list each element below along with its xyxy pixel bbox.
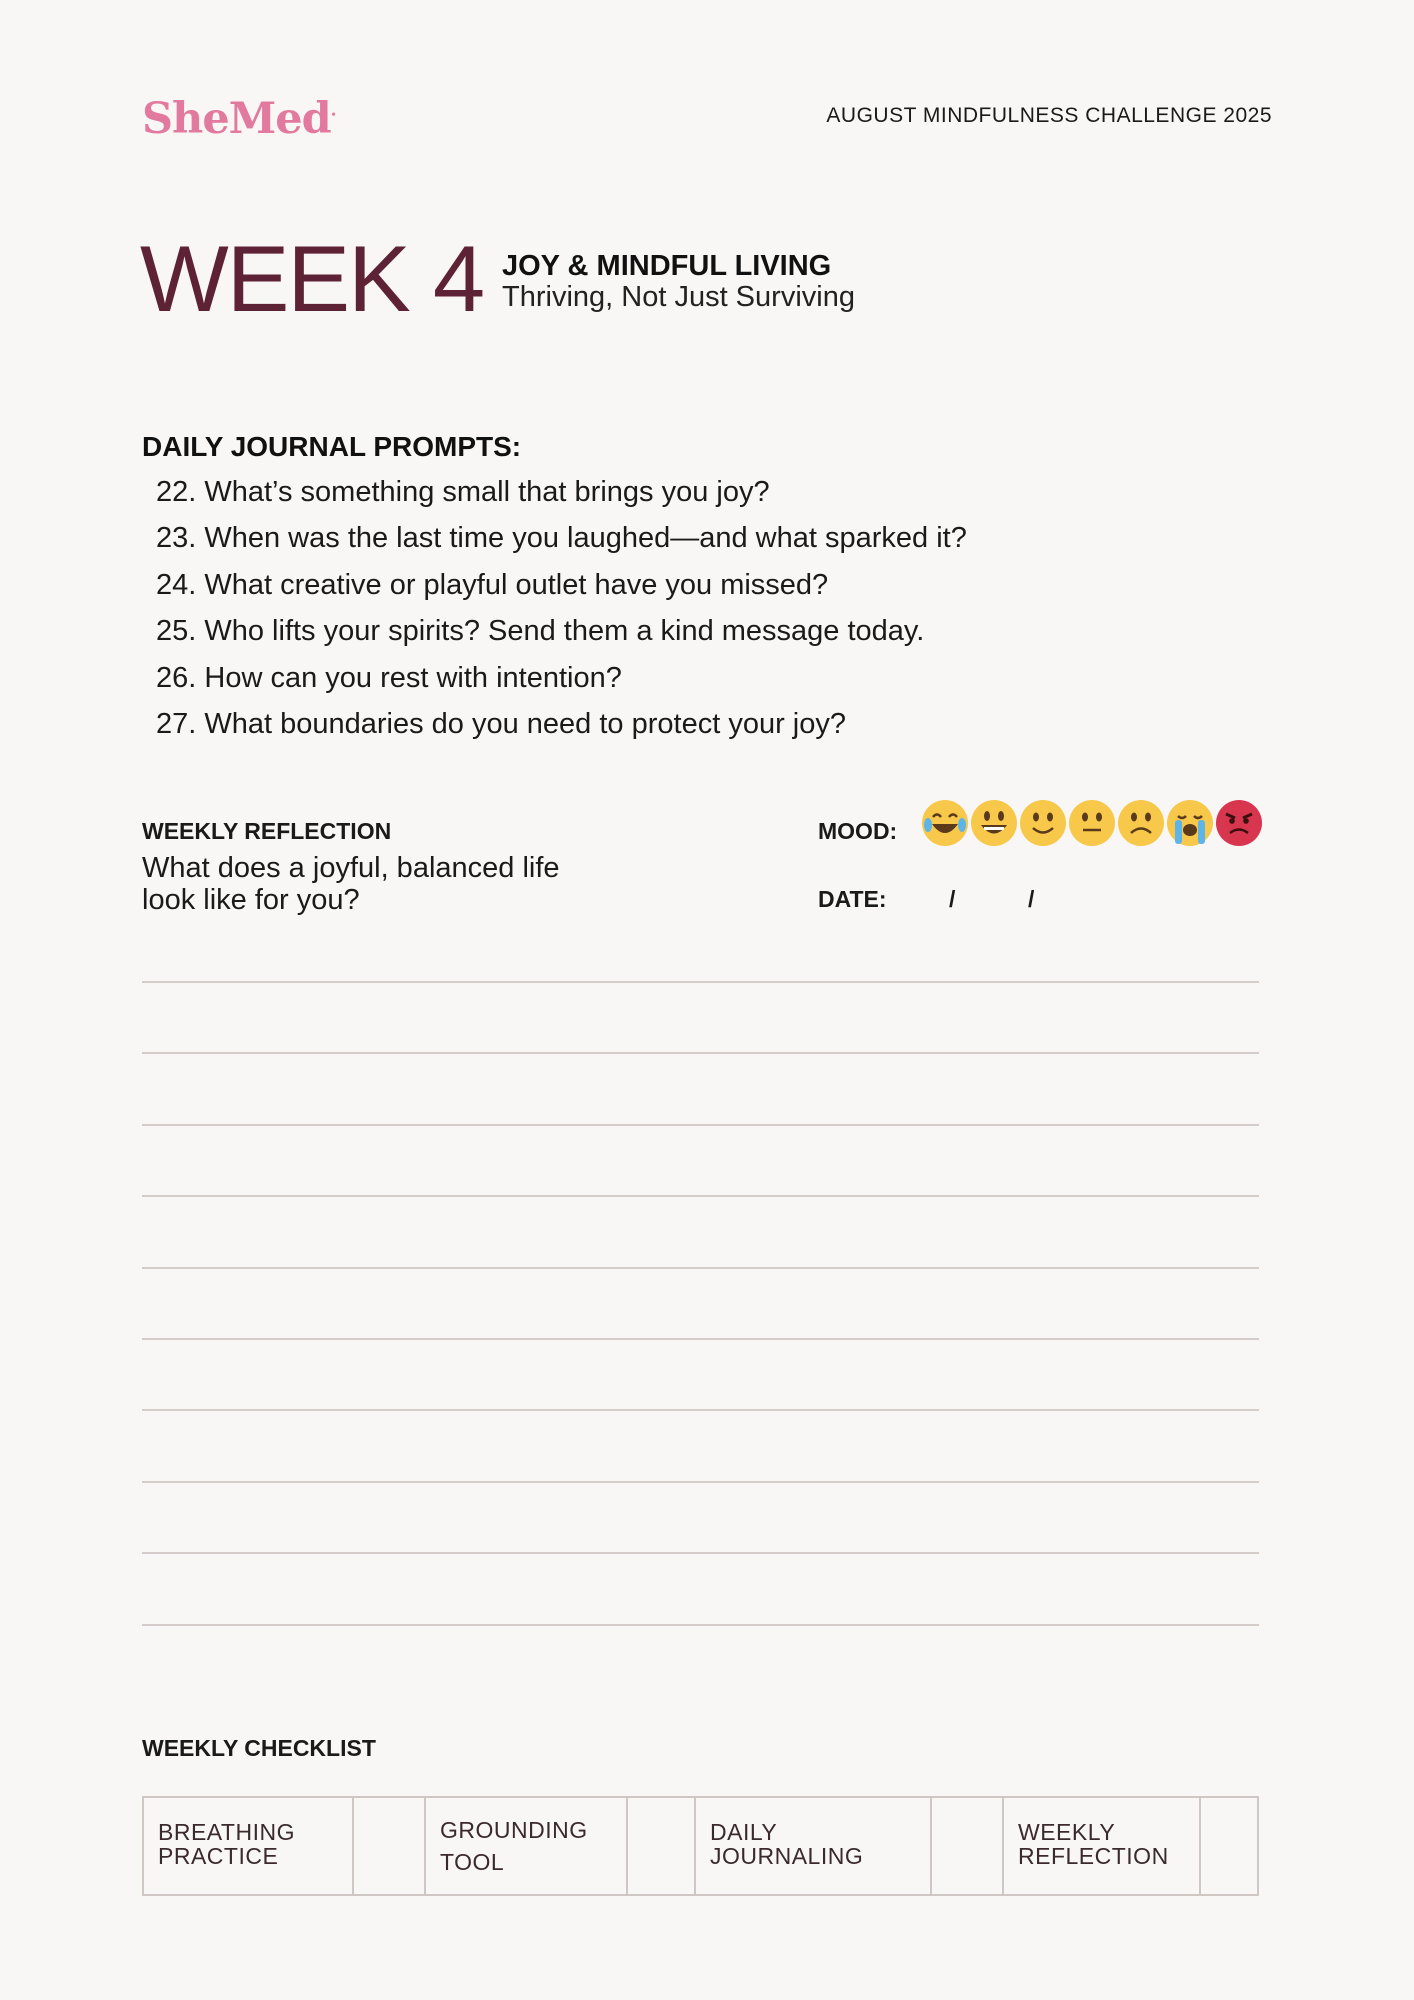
writing-line[interactable]	[142, 1624, 1259, 1695]
writing-line[interactable]	[142, 1195, 1259, 1266]
writing-line[interactable]	[142, 1552, 1259, 1623]
angry-face-icon[interactable]	[1216, 800, 1262, 846]
prompt-item: 27. What boundaries do you need to protect your joy?	[156, 707, 846, 740]
checklist-heading: WEEKLY CHECKLIST	[142, 1735, 376, 1761]
crying-icon[interactable]	[1167, 800, 1213, 846]
prompt-item: 23. When was the last time you laughed—and what sparked it?	[156, 522, 967, 555]
writing-line[interactable]	[142, 1052, 1259, 1123]
mood-selector	[922, 800, 1262, 846]
writing-line[interactable]	[142, 981, 1259, 1052]
prompts-heading: DAILY JOURNAL PROMPTS:	[142, 431, 522, 462]
checklist-label: GROUNDING TOOL	[426, 1798, 628, 1894]
challenge-title: AUGUST MINDFULNESS CHALLENGE 2025	[826, 104, 1272, 127]
prompt-item: 25. Who lifts your spirits? Send them a kind message today.	[156, 615, 925, 648]
checklist-checkbox[interactable]	[932, 1798, 1004, 1894]
date-separator: /	[1028, 886, 1035, 912]
checklist-label: WEEKLY REFLECTION	[1004, 1798, 1201, 1894]
week-subtitle: Thriving, Not Just Surviving	[502, 281, 855, 313]
checklist-checkbox[interactable]	[1201, 1798, 1257, 1894]
writing-line[interactable]	[142, 1124, 1259, 1195]
slight-smile-icon[interactable]	[1020, 800, 1066, 846]
prompts-list	[156, 472, 967, 750]
checklist-checkbox[interactable]	[628, 1798, 696, 1894]
shemed-logo: SheMed•	[142, 94, 336, 144]
checklist-label: BREATHING PRACTICE	[144, 1798, 354, 1894]
mood-label: MOOD:	[818, 818, 898, 844]
prompt-item: 22. What’s something small that brings you joy?	[156, 476, 770, 508]
big-smile-icon[interactable]	[971, 800, 1017, 846]
date-separator: /	[949, 886, 956, 912]
weekly-checklist	[142, 1796, 1259, 1896]
reflection-question: What does a joyful, balanced life look like for you?	[142, 852, 560, 916]
prompt-item: 24. What creative or playful outlet have you missed?	[156, 568, 829, 601]
prompt-item: 26. How can you rest with intention?	[156, 661, 622, 694]
reflection-heading: WEEKLY REFLECTION	[142, 818, 392, 844]
writing-line[interactable]	[142, 1409, 1259, 1480]
writing-line[interactable]	[142, 1338, 1259, 1409]
checklist-label: DAILY JOURNALING	[696, 1798, 932, 1894]
week-theme: JOY & MINDFUL LIVING	[502, 250, 832, 282]
laughing-tears-icon[interactable]	[922, 800, 968, 846]
checklist-checkbox[interactable]	[354, 1798, 426, 1894]
slight-frown-icon[interactable]	[1118, 800, 1164, 846]
journal-lines[interactable]	[142, 981, 1259, 1695]
neutral-face-icon[interactable]	[1069, 800, 1115, 846]
week-title: WEEK 4	[140, 226, 484, 331]
writing-line[interactable]	[142, 1481, 1259, 1552]
writing-line[interactable]	[142, 1267, 1259, 1338]
date-label: DATE:	[818, 886, 887, 912]
